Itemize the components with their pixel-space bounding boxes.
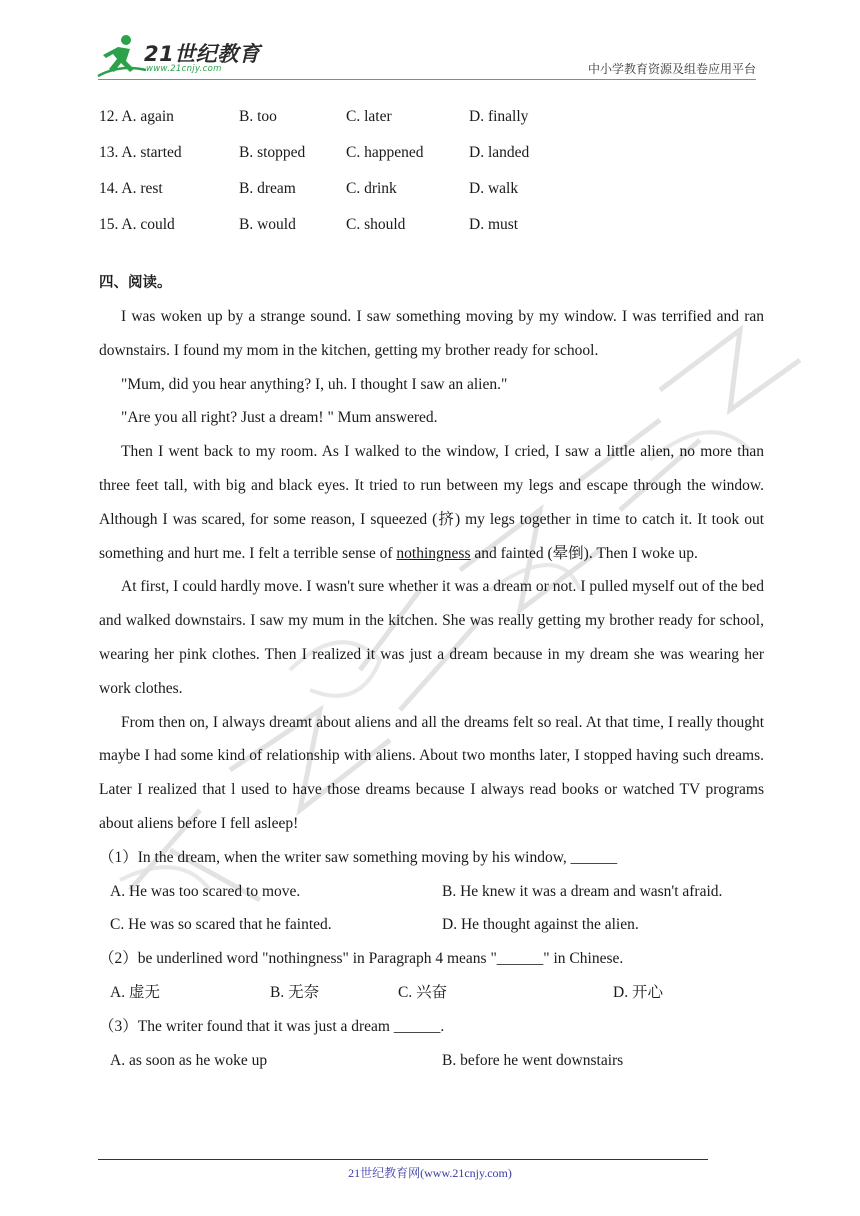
option-b: B. too [239,108,277,125]
option-d: D. must [469,216,519,233]
option-a: 15. A. could [99,216,175,233]
option-b: B. would [239,216,296,233]
option-row [99,100,764,136]
section-title: 四、阅读。 [99,275,172,291]
choice-d: D. He thought against the alien. [442,916,639,934]
option-a: 14. A. rest [99,180,163,197]
choice-row [99,1044,764,1078]
choice-row [99,976,764,1010]
question-2: （2）be underlined word "nothingness" in Paragraph 4 means "______" in Chinese. [99,950,624,968]
choice-a: A. as soon as he woke up [110,1051,268,1069]
option-a: 12. A. again [99,108,174,125]
option-c: C. happened [346,144,424,161]
cloze-options [99,100,764,244]
option-c: C. should [346,216,406,233]
option-d: D. finally [469,108,529,125]
questions [99,841,764,1078]
question-1: （1）In the dream, when the writer saw something moving by his window, ______ [99,848,618,866]
site-logo [96,34,266,80]
passage-paragraph-4 [99,435,764,570]
page-footer[interactable]: 21世纪教育网(www.21cnjy.com) [348,1166,512,1180]
option-row [99,208,764,244]
passage-paragraph-2: "Mum, did you hear anything? I, uh. I thought I saw an alien." [121,375,508,393]
document-body [99,100,764,1077]
option-d: D. landed [469,144,530,161]
logo-url-text: www.21cnjy.com [146,64,222,74]
underlined-word: nothingness [396,544,471,562]
header-divider [98,79,756,80]
passage-paragraph-3: "Are you all right? Just a dream! " Mum answered. [121,409,438,427]
option-a: 13. A. started [99,144,182,161]
choice-a: A. He was too scared to move. [110,882,301,900]
choice-b: B. 无奈 [270,983,320,1001]
p4-text-after: and fainted (晕倒). Then I woke up. [470,544,698,562]
choice-b: B. before he went downstairs [442,1051,624,1069]
runner-logo-icon [96,34,148,80]
choice-d: D. 开心 [613,983,663,1001]
platform-name: 中小学教育资源及组卷应用平台 [587,62,756,76]
passage-paragraph-5: At first, I could hardly move. I wasn't sure whether it was a dream or not. I pulled myself out of the bed and walked downstairs. I saw my mum in the kitchen. She was really getting my brother ready for school, wearing her pink clothes. Then I realized it was just a dream because in my dream she was wearing her work clothes. [99,578,764,697]
option-c: C. drink [346,180,397,197]
option-row [99,172,764,208]
option-b: B. stopped [239,144,306,161]
passage-paragraph-6: From then on, I always dreamt about aliens and all the dreams felt so real. At that time, I really thought maybe I had some kind of relationship with aliens. About two months later, I stopped having such dreams. Later I realized that l used to have those dreams because I always read books or watched TV programs about aliens before I fell asleep! [99,713,764,832]
choice-c: C. 兴奋 [398,983,448,1001]
footer-divider [98,1159,708,1160]
option-d: D. walk [469,180,519,197]
logo-brand-text: 21世纪教育 [144,42,261,66]
reading-passage [99,300,764,841]
question-3: （3）The writer found that it was just a dream ______. [99,1017,445,1035]
passage-paragraph-1: I was woken up by a strange sound. I saw something moving by my window. I was terrified and ran downstairs. I found my mom in the kitchen, getting my brother ready for school. [99,308,764,359]
page-header [0,0,860,84]
choice-b: B. He knew it was a dream and wasn't afraid. [442,882,723,900]
choice-row [99,875,764,909]
option-row [99,136,764,172]
choice-row [99,908,764,942]
choice-a: A. 虚无 [110,983,160,1001]
p4-text-before: Then I went back to my room. As I walked to the window, I cried, I saw a little alien, no more than three feet tall, with big and black eyes. It tried to run between my legs and escape through the window. Although I was scared, for some reason, I squeezed (挤) my legs together in time to catch it. It took out something and hurt me. I felt a terrible sense of [99,443,764,562]
option-c: C. later [346,108,392,125]
choice-c: C. He was so scared that he fainted. [110,916,332,934]
option-b: B. dream [239,180,296,197]
